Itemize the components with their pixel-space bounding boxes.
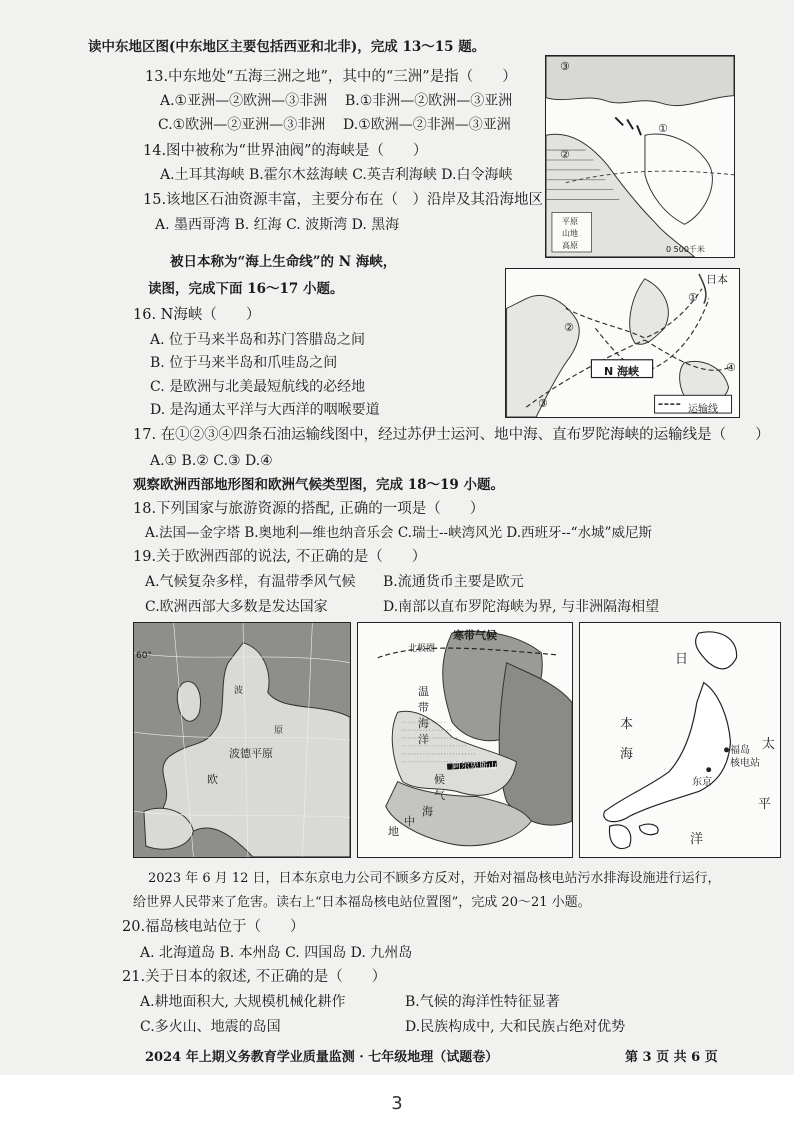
- intro-20-21-line1: 2023 年 6 月 12 日，日本东京电力公司不顾多方反对，开始对福岛核电站污水排海设施进行运行，: [148, 871, 721, 886]
- question-21: 21.关于日本的叙述, 不正确的是（ ）: [122, 969, 387, 985]
- q16-option-d: D. 是沟通太平洋与大西洋的咽喉要道: [150, 402, 380, 418]
- intro-16-17-line1: 被日本称为“海上生命线”的 N 海峡，: [170, 254, 397, 270]
- route-map-japan: 日本: [706, 273, 728, 286]
- q21-option-d: D.民族构成中, 大和民族占绝对优势: [405, 1019, 626, 1035]
- intro-18-19: 观察欧洲西部地形图和欧洲气候类型图，完成 18～19 小题。: [133, 477, 504, 493]
- me-label-3: ③: [560, 60, 570, 73]
- europe-label-ou: 欧: [207, 773, 218, 786]
- exam-footer-page: 第 3 页 共 6 页: [625, 1050, 718, 1065]
- q13-option-c: C.①欧洲—②亚洲—③非洲: [158, 117, 326, 133]
- q17-options: A.① B.② C.③ D.④: [150, 453, 273, 469]
- intro-20-21-line2: 给世界人民带来了危害。读右上“日本福岛核电站位置图”，完成 20～21 小题。: [133, 895, 591, 910]
- route-map-legend: 运输线: [688, 404, 718, 415]
- climate-label-hou: 候: [434, 773, 445, 786]
- question-15: 15.该地区石油资源丰富，主要分布在（ ）沿岸及其沿海地区: [143, 192, 544, 208]
- climate-label-di: 地: [388, 825, 399, 838]
- climate-label-dai: 带: [418, 701, 429, 714]
- q13-option-d: D.①欧洲—②非洲—③亚洲: [343, 117, 511, 133]
- japan-label-fukushima-2: 核电站: [730, 758, 760, 769]
- question-13: 13.中东地处“五海三洲之地”，其中的“三洲”是指（ ）: [145, 69, 517, 85]
- europe-label-bo: 波: [234, 686, 244, 696]
- climate-label-wen: 温: [418, 685, 429, 698]
- me-legend-1: 平原: [562, 217, 578, 226]
- climate-label-hai: 海: [418, 717, 429, 730]
- q19-option-b: B.流通货币主要是欧元: [383, 574, 524, 590]
- shipping-route-map: [505, 268, 740, 418]
- intro-16-17-line2: 读图，完成下面 16～17 小题。: [148, 281, 344, 297]
- q21-option-a: A.耕地面积大, 大规模机械化耕作: [140, 994, 346, 1010]
- q19-option-c: C.欧洲西部大多数是发达国家: [145, 599, 328, 615]
- route-label-1: ①: [688, 291, 698, 304]
- middle-east-map: [545, 55, 735, 258]
- q13-option-a: A.①亚洲—②欧洲—③非洲: [160, 93, 328, 109]
- route-label-4: ④: [726, 361, 736, 374]
- europe-label-bode-plain: 波德平原: [229, 747, 273, 760]
- europe-lat-60: 60°: [136, 651, 152, 661]
- me-label-2: ②: [560, 148, 570, 161]
- q16-option-a: A. 位于马来半岛和苏门答腊岛之间: [150, 332, 366, 348]
- me-label-1: ①: [658, 122, 668, 135]
- europe-terrain-drawing: [134, 623, 350, 857]
- q18-options: A.法国—金字塔 B.奥地利—维也纳音乐会 C.瑞士--峡湾风光 D.西班牙--“水城”威尼斯: [145, 525, 652, 541]
- climate-label-arctic: 北极圈: [408, 644, 436, 654]
- route-label-3: ③: [538, 397, 548, 410]
- route-label-2: ②: [564, 321, 574, 334]
- intro-13-15: 读中东地区图(中东地区主要包括西亚和北非)，完成 13～15 题。: [88, 39, 486, 55]
- me-legend-3: 高原: [562, 241, 578, 250]
- japan-label-tokyo: 东京: [692, 777, 712, 788]
- question-19: 19.关于欧洲西部的说法, 不正确的是（ ）: [133, 549, 427, 565]
- europe-terrain-map: [133, 622, 351, 858]
- question-14: 14.图中被称为“世界油阀”的海峡是（ ）: [143, 143, 428, 159]
- route-map-n-strait: N 海峡: [604, 365, 640, 378]
- climate-label-alps: 阿尔卑斯山: [452, 762, 498, 772]
- question-16: 16. N海峡（ ）: [133, 307, 261, 323]
- japan-label-ben: 本: [620, 717, 634, 732]
- q15-options: A. 墨西哥湾 B. 红海 C. 波斯湾 D. 黑海: [155, 217, 400, 233]
- japan-label-ri: 日: [675, 652, 689, 667]
- climate-label-hai2: 海: [422, 805, 433, 818]
- q14-options: A.土耳其海峡 B.霍尔木兹海峡 C.英吉利海峡 D.白令海峡: [160, 167, 513, 183]
- japan-label-ping: 平: [758, 797, 772, 812]
- climate-label-yang: 洋: [418, 733, 429, 746]
- climate-label-qi: 气: [434, 789, 445, 802]
- climate-label-zhong: 中: [404, 815, 415, 828]
- q20-options: A. 北海道岛 B. 本州岛 C. 四国岛 D. 九州岛: [140, 945, 413, 961]
- q13-option-b: B.①非洲—②欧洲—③亚洲: [345, 93, 513, 109]
- q16-option-c: C. 是欧洲与北美最短航线的必经地: [150, 379, 366, 395]
- q16-option-b: B. 位于马来半岛和爪哇岛之间: [150, 355, 338, 371]
- shipping-route-drawing: [506, 269, 739, 417]
- climate-label-cold: 寒带气候: [453, 629, 497, 642]
- page-number: 3: [391, 1093, 403, 1114]
- europe-climate-map: [357, 622, 573, 858]
- europe-label-yuan: 原: [274, 726, 284, 736]
- question-20: 20.福岛核电站位于（ ）: [122, 919, 305, 935]
- q19-option-d: D.南部以直布罗陀海峡为界, 与非洲隔海相望: [383, 599, 660, 615]
- japan-label-hai: 海: [620, 747, 634, 762]
- japan-label-tai: 太: [762, 737, 776, 752]
- question-18: 18.下列国家与旅游资源的搭配, 正确的一项是（ ）: [133, 501, 485, 517]
- me-scale: 0 500千米: [666, 245, 705, 254]
- question-17: 17. 在①②③④四条石油运输线图中，经过苏伊士运河、地中海、直布罗陀海峡的运输线是（ ）: [133, 427, 770, 443]
- japan-map: [579, 622, 781, 858]
- exam-footer-title: 2024 年上期义务教育学业质量监测 · 七年级地理（试题卷）: [145, 1050, 499, 1065]
- me-legend-2: 山地: [562, 229, 578, 238]
- japan-label-fukushima-1: 福岛: [730, 745, 750, 756]
- q21-option-c: C.多火山、地震的岛国: [140, 1019, 281, 1035]
- q19-option-a: A.气候复杂多样，有温带季风气候: [145, 574, 356, 590]
- q21-option-b: B.气候的海洋性特征显著: [405, 994, 560, 1010]
- europe-climate-drawing: [358, 623, 572, 857]
- japan-label-yang: 洋: [690, 832, 704, 847]
